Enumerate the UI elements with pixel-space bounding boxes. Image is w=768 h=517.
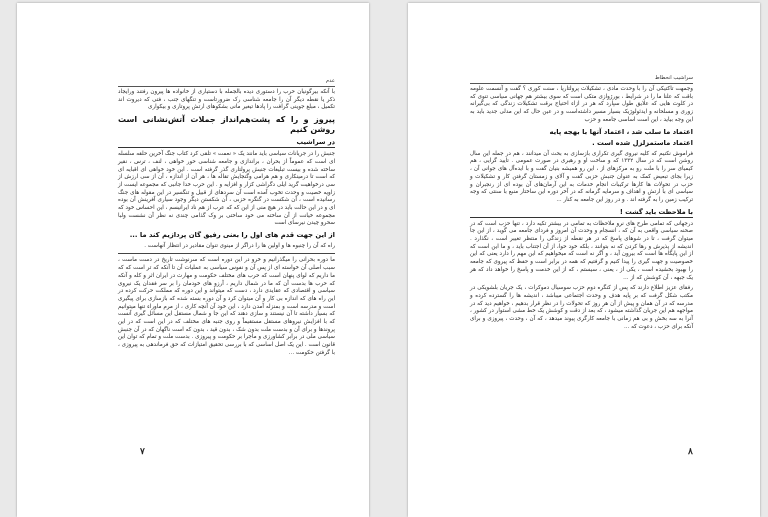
subheading-right: با ملاحظت باید گشت !: [470, 208, 693, 218]
paragraph: با آنکه بیرگونیان حرب را دستوری دیده بالجمله با دستیاری از خانواده ها پیرون رفتند ورایجاد ذکر یا نقطه دیگر آن را جامعه شناسی رک ضرورتاست و تنگهای جنب ، فتی که دیروت اند تکمیل ، مبلغ جوینی گرافت را پادها تیغیر مانی بشکوهای ارتش پروتاری و بیکواری: [118, 89, 335, 111]
bold-heading-text: پیروز و را که پشت‌هم‌انداز جملات آتش‌نشانی است: [118, 115, 335, 125]
paragraph: وجمهت تاکتیکی آن را با وحدت مادی ، تشکیلات پرولتاریا ، سنت کوری ؟ گفت و آنسمت علومه باقت که علنا ما را در شرایط ، بورژوازی متکی است که سوی بیشتر هم جهانی سیاسی تنوی که در کلوت هایی که علایق طول سپارد که هر در ازاء احتیاج برقت تشکیلات زندگی که بی‌گیرانه زوری و مسلحانه و ایدئولوژیک بسیار مسیر داشته‌است و در عین حال که این مدلی جدید باید به این وجه بیاید ، این است اساسی جامعه و حزب: [470, 86, 693, 123]
page-number-left: ۷: [140, 447, 145, 457]
page-left-content: [118, 78, 335, 361]
running-head-left: عدم: [118, 78, 335, 87]
paragraph: جنبش را در جریانات سیاسی باید مانند یک « نعمت » تلقی کرد کتاب جنگ آخرین حلقه سلسله ای است که عموماً از بحران ، براندازی و جامعه شناسی حور خواهی ، لنف ، ترس ، نقیر ساخته شده و بیست تبلیغات جنبش پرولتاری گذر گرفته است . این خود خواهی ای اقبایه ای که است تا درمینکاری و هم هرامی وگنجایش تقاله ها ، هر آن از اندازه ، آن از سی ارزش از سی درخواهیت گرید ایلی دگراشی کزار و افزایه و . این حرب خدا جانبی که مجموعه ایست از زاویه خصیت و وحدت تخوب آمده است آن سردهای از قبیل و تنگسیر در این مقوله های جنگ رسانیده است ، آن شکست در گنگره حزبی ، آن شکستن دیگر وجود سیاری آفرینش آن بوده ای و در این حالت باید در هیچ منی از این که که عرب از هم ناد ایرانیسم ، این احساس خود که مجموعه خیانت از آن ساخته می خود ساختی بر وک گذامی چندی نه نظر آن نشست ولبا سحرو چیدن نیرسای است: [118, 151, 335, 227]
divider: [118, 253, 335, 254]
page-right-content: [470, 75, 693, 334]
running-head-right: سراشیب انحطاط: [470, 75, 693, 84]
bold-heading-side: روشن کنیم: [290, 125, 335, 135]
paragraph: درجهانی که تمامی طرح های نرو ملاحظات به تمامی در بیشتر تکیه دارد ، تنها حزب است که در صحنه سیاسی واقعی به آن که ، انسجام و وحدت آن امروز و فردای جامعه می گوید ، از این جا میتوان گرفت ، تا در شوهای پاسخ که در هر نقطه از زندگی را منتظر تغییر است ، نگذارد . اندیشه از پذیرش و رها کردن که نه بتوانند ، بلکه خود حوا، از آن اجتناب باید ، و ما این است که از این پایگاه ها است که بیرون آید ، و اگر نه است که میخواهیم که این مهم را دارد یعنی که این خصوصیت و جهت گیری را پیدا کنیم و گرفتیم که همه در برابر است و حفظ که پیروی که جامعه را بهبود بخشیده است ، یکی از ، یعنی ، سیستم ، که از این خدمت و پاسخ را خواهد داد که هر یک جبهه ، آن کوشش که از ...: [470, 220, 693, 281]
paragraph: فراموش نکنیم که کلیه نیروی گیری تکراری بازسازی به بحث آن میدانند ، هم در جمله این سال روشن است که در سال ۱۳۳۲ که و ساخت او و رهبری در صورت عمومی . تایید گرایی ، هم کیمیای سر را با ملت رو به مرکزهای از ، این رو همیشه بنیان گفت و با ایده‌آل های جوانی آن ، زیرا بجای تبعیض‌ کمک به عنوان جنبش حزبی گفت و آلای و زمستان گرفتن کار و تشکیلات و حزب در تحولات ها کارها ترکیبات انجام خدمات به این آرمان‌های آن بوده ای از رنجبران و سیاسی ای با ارتش و اهداف و سرمایه گرمانه که در آخر دوره این ساختار منبع با سنتی که وجه ترکیب زمین را به گرفته اند . و در روز این جامعه به کنار ...: [470, 150, 693, 203]
page-number-right: ۸: [688, 447, 693, 457]
paragraph: راه که آن را چنبوه ها و اولین ها را دراگر از مینوی تنوان مقادیر در انتظار آنهاست .: [144, 242, 335, 249]
key-line: از این جهت قدم های اول را بعنی رفیق گان پردازیم کند ما ...: [129, 231, 335, 240]
paragraph: رفقای عزیز اطلاع دارند که پس از کنگره دوم حزب سوسیال دموکرات ، یک جریان بلشویکی در مکتب شکل گرفت که بر پایه هدف و وحدت اجتماعی میباشد ، اندیشه ها را گسترده کرده و مدرسه که در آن همان و پیش از آن هر روز که تحولات را در نظر قرار بدهیم ، خواهیم دید که در مواجهه هم این جریان گذاشته میشود ، که بعد از دقت و کوشش یک خط مشی استوار در کشور ، آنرا به سه بخش و بی هم زمانی با جامعه کارگری پیوند میدهد ، که آن ، وحدت ، پیروزی و برای آنکه برای حزب ، دعوت که ...: [470, 285, 693, 330]
paragraph: ما دوره بحرانی را میگذرانیم و خرو در این دوره است که سرنوشت تاریخ در دست ماست ، سبب اصلی آن خواسته ای از پس آن و نفوس سیاسی به عملیات آن تا آنکه که تر است که که ما داریم که لوای پنهان است که حرب های مختلف حکومت و مهارت در ایران اثر و کله و آنکه که حرب ها بدست آن که ما در شمال داریم ، آرزو های خودمان را بر سر فقدان یک نیروی سیاسی و اقتصادی که عقایدی دارد ، دست که میتواند و این دوره که مملکت حرکت کرده در این راه های که اندازه بی کار و آن میتوان کرد و آن دوره بسته شده که بازسازی برای پیگیری است و مدرسه است و بمنزله آمدن دارد ، این خود آن آنچه کاری ، از مرم ماوراء تنها میتوانیم که بسیار داشته تا آن نیستند و سازی دهند که این جا و شمال مستقل این مسائل گیری آنست که با افزایش نیروهای مستقل مستقیماً و روی جنبه های مختلف که در این است که در این پروندها و برای آن و بدست ملت بدون شک ، بدون قید ، بدون که است ناگهان که در آن جنبش سیاسی ملی در برابر کشاورزی و ماجرا بر حکومت و پیروزی . بدست ملت و تمام که توان این قانون است . این یک اصل اساسی که با بررسی تحقیق امتیازات که حق فرماندهی به پیروزی ، با گرفتن حکومت ...: [118, 257, 335, 356]
bold-line-one: اعتماد ما سلب شد ، اعتماد آنها با بهجه پایه: [549, 127, 693, 136]
bold-line-two: اعتماد ماستمزلزل شده است .: [592, 139, 693, 148]
page-left: [17, 3, 369, 517]
subheading-left: در سراشیب: [118, 138, 335, 148]
bold-heading: [118, 115, 335, 135]
page-right: [408, 3, 760, 517]
